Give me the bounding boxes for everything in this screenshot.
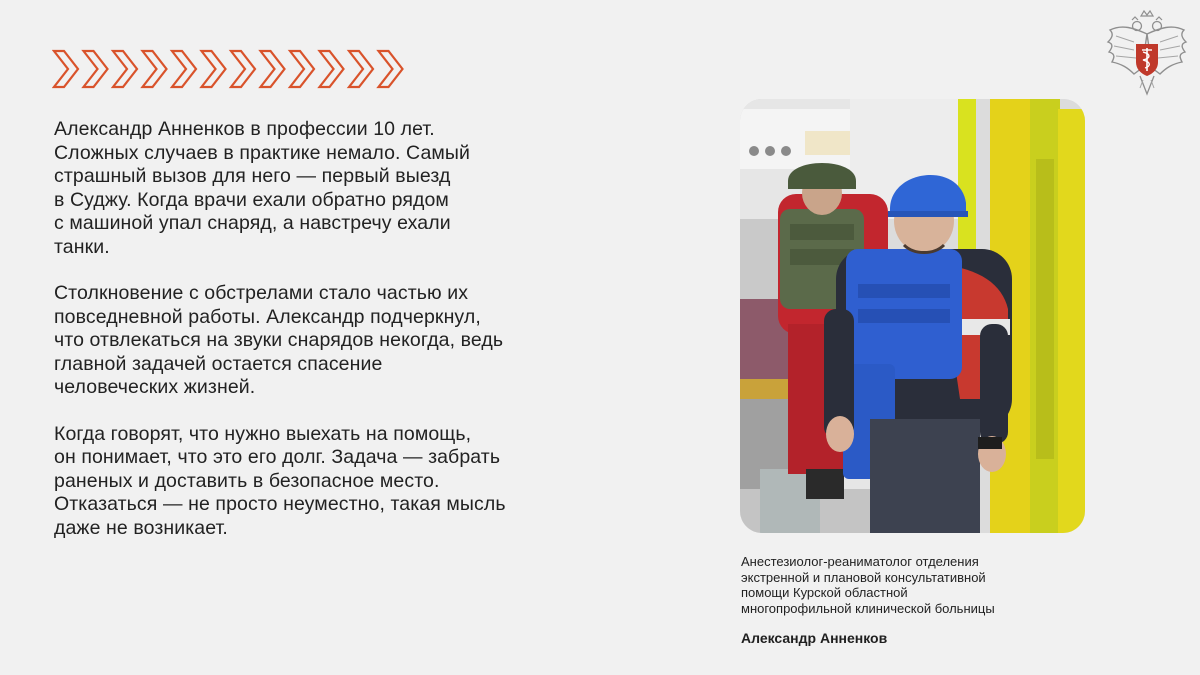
photo-caption-position: Анестезиолог-реаниматолог отделения экстренной и плановой консультативной помощи Курской областной многопрофильной клинической больницы — [741, 554, 995, 616]
article-body — [54, 118, 614, 563]
chevron-right-icon — [349, 51, 373, 87]
chevron-right-icon — [54, 51, 78, 87]
chevron-right-icon — [202, 51, 226, 87]
chevron-right-icon — [172, 51, 196, 87]
photo-caption-name: Александр Анненков — [741, 630, 888, 646]
chevron-right-icon — [290, 51, 314, 87]
chevron-right-icon — [113, 51, 137, 87]
article-paragraph-1: Александр Анненков в профессии 10 лет. Сложных случаев в практике немало. Самый страшный вызов для него — первый выезд в Суджу. Когда врачи ехали обратно рядом с машиной упал снаряд, а навстречу ехали танки. — [54, 118, 471, 258]
article-paragraph-2: Столкновение с обстрелами стало частью их повседневной работы. Александр подчеркнул, что отвлекаться на звуки снарядов некогда, ведь главной задачей остается спасение человеческих жизней. — [54, 282, 504, 398]
coat-of-arms-emblem-icon — [1104, 8, 1190, 100]
article-paragraph-3: Когда говорят, что нужно выехать на помощь, он понимает, что это его долг. Задача — забрать раненых и доставить в безопасное место. Отказаться — не просто неуместно, такая мысль даже не возникает. — [54, 422, 506, 539]
chevron-right-icon — [231, 51, 255, 87]
chevron-right-icon — [261, 51, 285, 87]
chevron-right-icon — [84, 51, 108, 87]
chevron-right-icon — [320, 51, 344, 87]
chevron-right-icon — [143, 51, 167, 87]
double-chevron-right-icon — [52, 47, 422, 91]
chevron-right-icon — [379, 51, 403, 87]
doctor-photo-image — [740, 99, 1085, 533]
